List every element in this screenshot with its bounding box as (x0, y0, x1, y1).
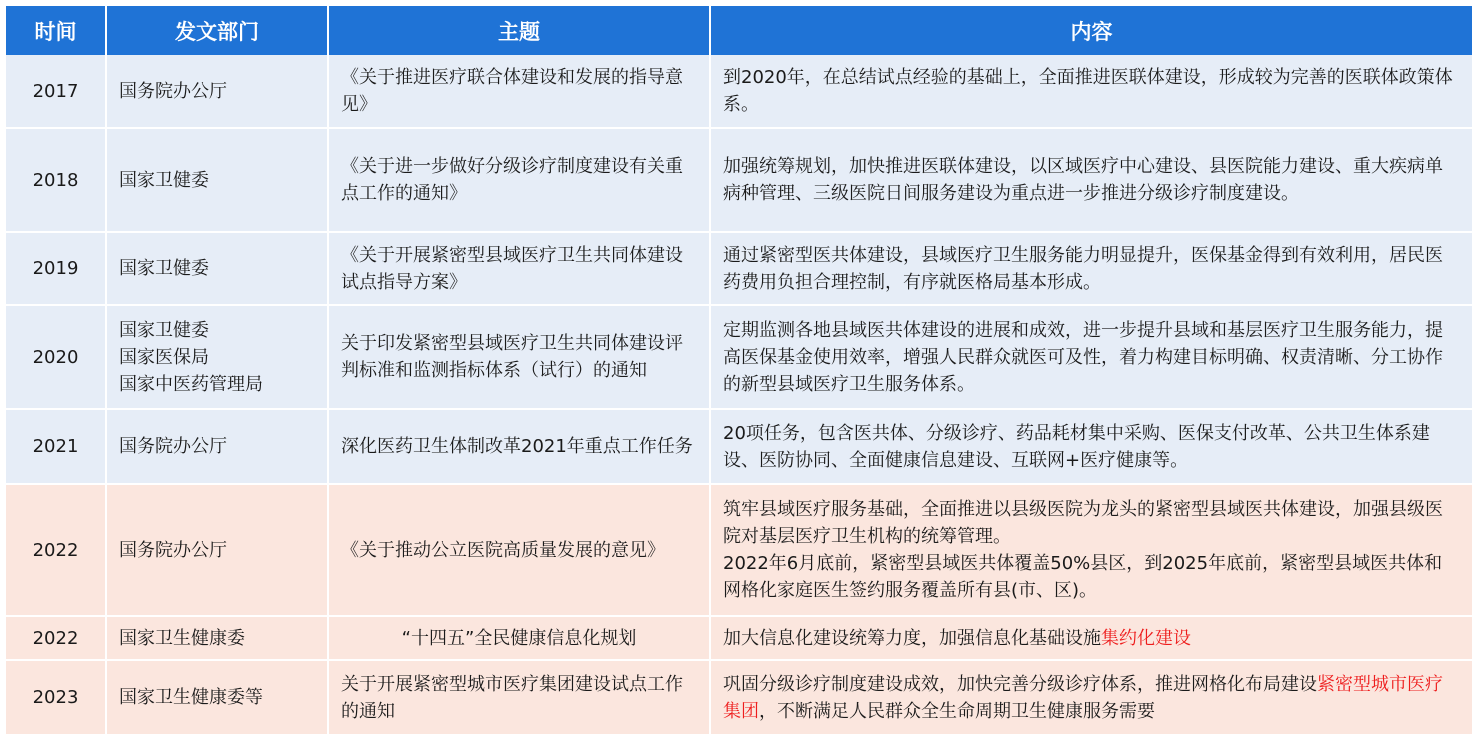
cell-content (710, 660, 1472, 735)
department-name: 国务院办公厅 (119, 539, 227, 561)
cell-year: 2022 (6, 616, 106, 660)
cell-topic: 《关于推进医疗联合体建设和发展的指导意见》 (328, 55, 710, 128)
cell-year: 2021 (6, 409, 106, 484)
content-paragraph: 2022年6月底前，紧密型县域医共体覆盖50%县区，到2025年底前，紧密型县域医共体和网格化家庭医生签约服务覆盖所有县(市、区)。 (723, 553, 1443, 601)
cell-department (106, 409, 328, 484)
department-name: 国家卫生健康委等 (119, 687, 263, 708)
department-name: 国家卫健委 (119, 319, 209, 341)
header-time: 时间 (6, 6, 106, 55)
content-text: ，不断满足人民群众全生命周期卫生健康服务需要 (759, 700, 1155, 722)
header-topic: 主题 (328, 6, 710, 55)
cell-content (710, 409, 1472, 484)
cell-year: 2018 (6, 128, 106, 232)
content-text: 加大信息化建设统筹力度，加强信息化基础设施 (723, 627, 1101, 649)
cell-department (106, 660, 328, 735)
table-row (6, 305, 1472, 409)
highlighted-text: 紧密型城市医疗集团 (723, 673, 1443, 722)
content-paragraph: 筑牢县域医疗服务基础，全面推进以县级医院为龙头的紧密型县域医共体建设，加强县级医院对基层医疗卫生机构的统筹管理。 (723, 499, 1443, 547)
cell-topic: 《关于进一步做好分级诊疗制度建设有关重点工作的通知》 (328, 128, 710, 232)
content-paragraph: 到2020年，在总结试点经验的基础上，全面推进医联体建设，形成较为完善的医联体政策体系。 (723, 67, 1453, 115)
cell-year: 2019 (6, 232, 106, 305)
highlighted-text: 集约化建设 (1101, 627, 1191, 649)
cell-topic: 关于开展紧密型城市医疗集团建设试点工作的通知 (328, 660, 710, 735)
cell-year: 2017 (6, 55, 106, 128)
cell-content (710, 616, 1472, 660)
cell-content (710, 232, 1472, 305)
cell-department (106, 484, 328, 616)
cell-year: 2020 (6, 305, 106, 409)
department-name: 国务院办公厅 (119, 80, 227, 102)
cell-department (106, 55, 328, 128)
cell-topic: 深化医药卫生体制改革2021年重点工作任务 (328, 409, 710, 484)
cell-content (710, 484, 1472, 616)
cell-year: 2023 (6, 660, 106, 735)
header-department: 发文部门 (106, 6, 328, 55)
cell-topic: 关于印发紧密型县域医疗卫生共同体建设评判标准和监测指标体系（试行）的通知 (328, 305, 710, 409)
cell-department (106, 232, 328, 305)
content-paragraph: 加强统筹规划，加快推进医联体建设，以区域医疗中心建设、县医院能力建设、重大疾病单病种管理、三级医院日间服务建设为重点进一步推进分级诊疗制度建设。 (723, 156, 1443, 204)
content-text: 巩固分级诊疗制度建设成效，加快完善分级诊疗体系，推进网格化布局建设 (723, 673, 1317, 695)
department-name: 国家卫健委 (119, 258, 209, 279)
cell-topic: “十四五”全民健康信息化规划 (328, 616, 710, 660)
table-row (6, 409, 1472, 484)
department-name: 国家医保局 (119, 346, 209, 368)
policy-table (6, 6, 1472, 736)
department-name: 国务院办公厅 (119, 436, 227, 457)
content-paragraph: 20项任务，包含医共体、分级诊疗、药品耗材集中采购、医保支付改革、公共卫生体系建设、医防协同、全面健康信息建设、互联网+医疗健康等。 (723, 422, 1430, 471)
cell-topic: 《关于推动公立医院高质量发展的意见》 (328, 484, 710, 616)
table-row (6, 616, 1472, 660)
table-row (6, 55, 1472, 128)
department-name: 国家卫生健康委 (119, 627, 245, 649)
content-paragraph (723, 671, 1460, 725)
table-header-row (6, 6, 1472, 55)
department-name: 国家卫健委 (119, 169, 209, 191)
table-row (6, 660, 1472, 735)
cell-content (710, 305, 1472, 409)
content-paragraph (723, 625, 1460, 652)
cell-content (710, 128, 1472, 232)
table-row (6, 484, 1472, 616)
cell-department (106, 616, 328, 660)
content-paragraph: 通过紧密型医共体建设，县域医疗卫生服务能力明显提升，医保基金得到有效利用，居民医药费用负担合理控制，有序就医格局基本形成。 (723, 244, 1443, 293)
department-name: 国家中医药管理局 (119, 373, 263, 395)
table-row (6, 128, 1472, 232)
cell-department (106, 128, 328, 232)
table-row (6, 232, 1472, 305)
cell-content (710, 55, 1472, 128)
cell-year: 2022 (6, 484, 106, 616)
content-paragraph: 定期监测各地县域医共体建设的进展和成效，进一步提升县域和基层医疗卫生服务能力，提高医保基金使用效率，增强人民群众就医可及性，着力构建目标明确、权责清晰、分工协作的新型县域医疗卫生服务体系。 (723, 319, 1443, 395)
cell-department (106, 305, 328, 409)
cell-topic: 《关于开展紧密型县域医疗卫生共同体建设试点指导方案》 (328, 232, 710, 305)
header-content: 内容 (710, 6, 1472, 55)
